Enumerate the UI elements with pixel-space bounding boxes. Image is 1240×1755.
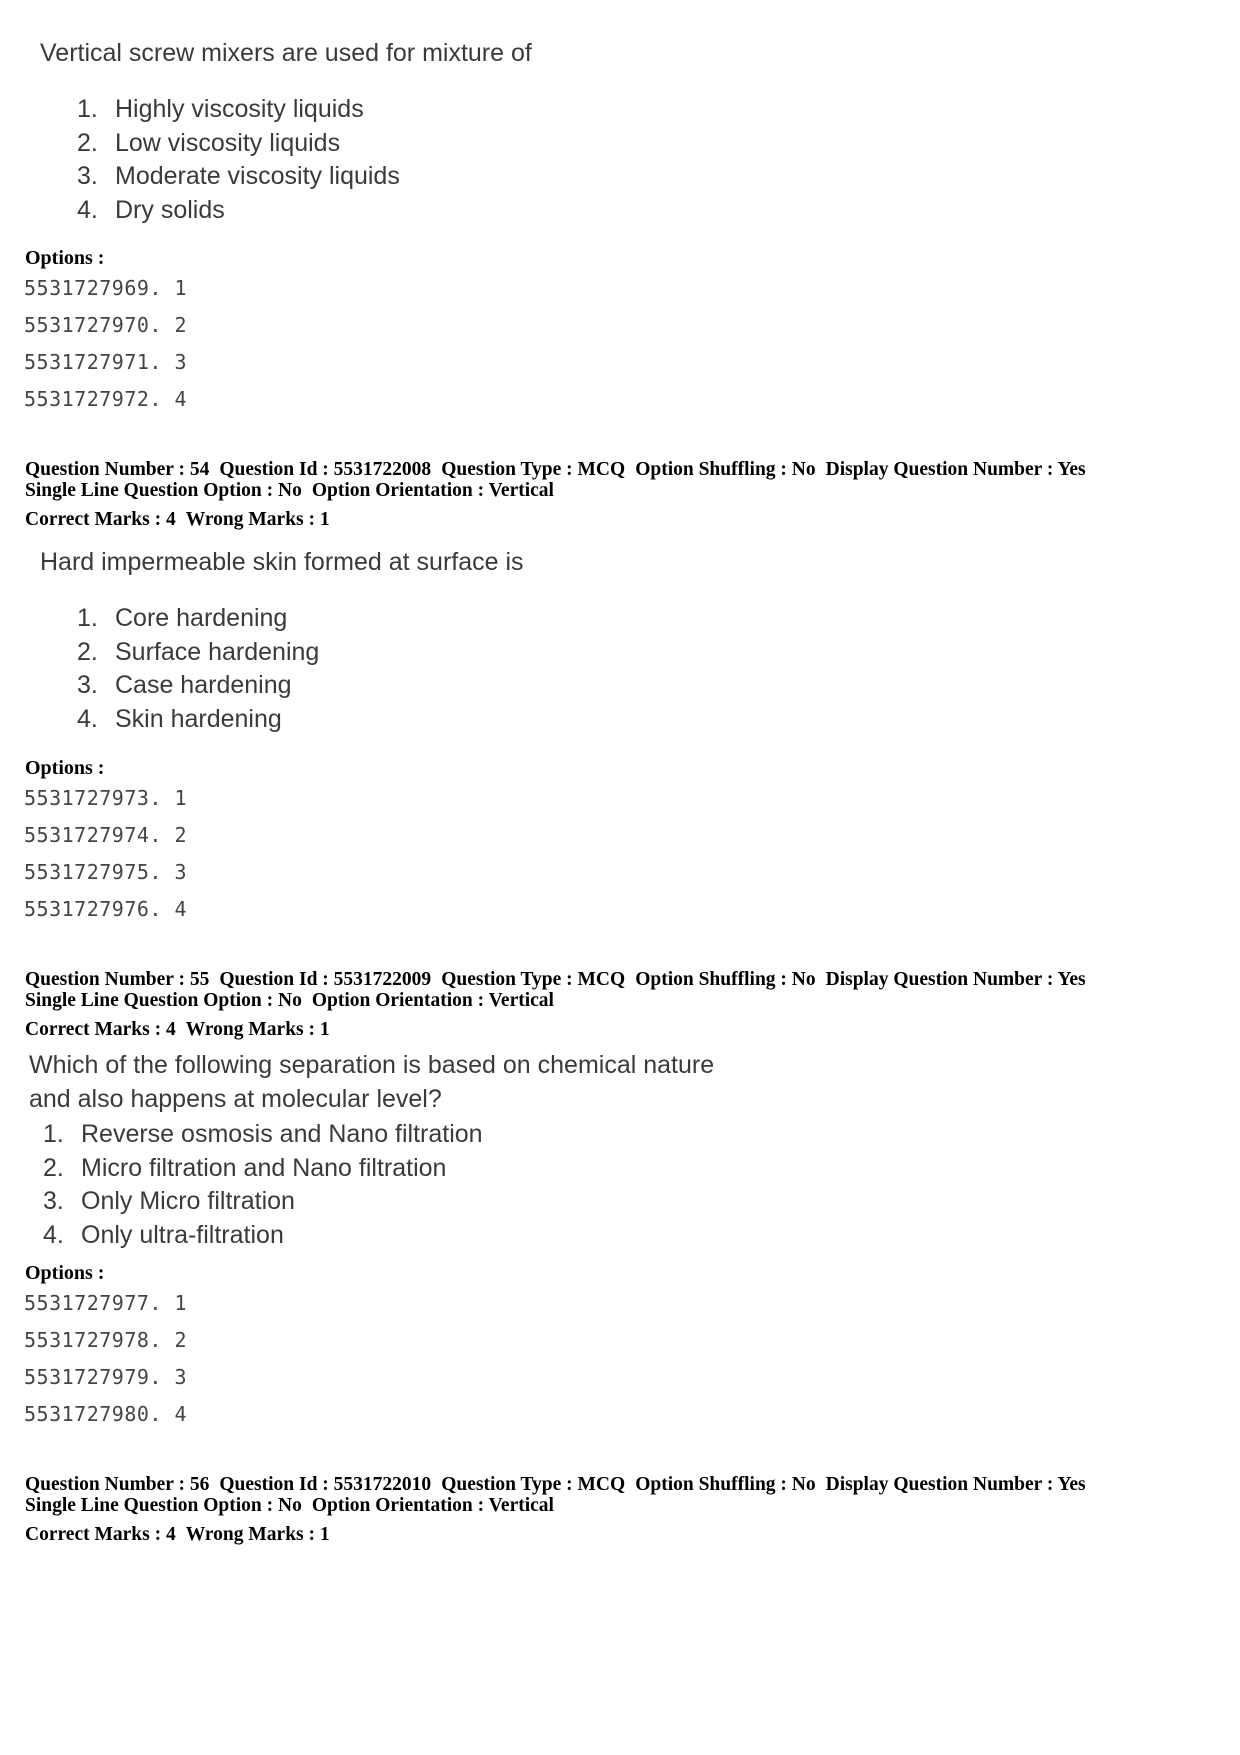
choice-list [77,93,400,228]
question-meta-line2: Single Line Question Option : No Option Orientation : Vertical [25,990,554,1011]
choice-item: 1. Core hardening [77,604,288,632]
question-marks: Correct Marks : 4 Wrong Marks : 1 [25,1524,330,1545]
options-label: Options : [25,757,105,779]
option-id-item: 5531727970. 2 [24,313,188,337]
choice-item: 2. Surface hardening [77,637,320,666]
option-id-list [24,1285,187,1433]
option-id-item: 5531727979. 3 [24,1365,188,1389]
question-text: Vertical screw mixers are used for mixture of [40,39,532,67]
question-text: Which of the following separation is based on chemical nature [29,1051,715,1079]
choice-list [43,1118,483,1253]
question-text: Hard impermeable skin formed at surface is [40,548,524,576]
option-id-list [24,270,187,418]
options-label: Options : [25,247,105,269]
option-id-item: 5531727975. 3 [24,860,188,884]
option-id-item: 5531727978. 2 [24,1328,188,1352]
option-id-item: 5531727976. 4 [24,897,188,921]
option-id-list [24,780,187,928]
question-text-line2: and also happens at molecular level? [29,1085,442,1113]
choice-item: 3. Only Micro filtration [43,1187,295,1216]
choice-list [77,602,319,737]
option-id-item: 5531727969. 1 [24,276,188,300]
choice-item: 3. Moderate viscosity liquids [77,162,400,191]
choice-item: 3. Case hardening [77,671,292,700]
choice-item: 2. Micro filtration and Nano filtration [43,1153,447,1182]
question-meta-line2: Single Line Question Option : No Option Orientation : Vertical [25,480,554,501]
option-id-item: 5531727973. 1 [24,786,188,810]
option-id-item: 5531727974. 2 [24,823,188,847]
choice-item: 2. Low viscosity liquids [77,128,341,157]
question-marks: Correct Marks : 4 Wrong Marks : 1 [25,1019,330,1040]
question-meta-line2: Single Line Question Option : No Option Orientation : Vertical [25,1495,554,1516]
question-meta-line1: Question Number : 54 Question Id : 5531722008 Question Type : MCQ Option Shuffling : No Display Question Number : Yes [25,459,1086,480]
choice-item: 4. Only ultra-filtration [43,1221,284,1250]
choice-item: 1. Highly viscosity liquids [77,95,364,123]
question-meta-line1: Question Number : 56 Question Id : 5531722010 Question Type : MCQ Option Shuffling : No Display Question Number : Yes [25,1474,1086,1495]
option-id-item: 5531727977. 1 [24,1291,188,1315]
question-marks: Correct Marks : 4 Wrong Marks : 1 [25,509,330,530]
option-id-item: 5531727972. 4 [24,387,188,411]
question-meta-line1: Question Number : 55 Question Id : 5531722009 Question Type : MCQ Option Shuffling : No Display Question Number : Yes [25,969,1086,990]
options-label: Options : [25,1262,105,1284]
choice-item: 1. Reverse osmosis and Nano filtration [43,1120,483,1148]
choice-item: 4. Skin hardening [77,705,282,734]
option-id-item: 5531727971. 3 [24,350,188,374]
option-id-item: 5531727980. 4 [24,1402,188,1426]
choice-item: 4. Dry solids [77,196,225,225]
